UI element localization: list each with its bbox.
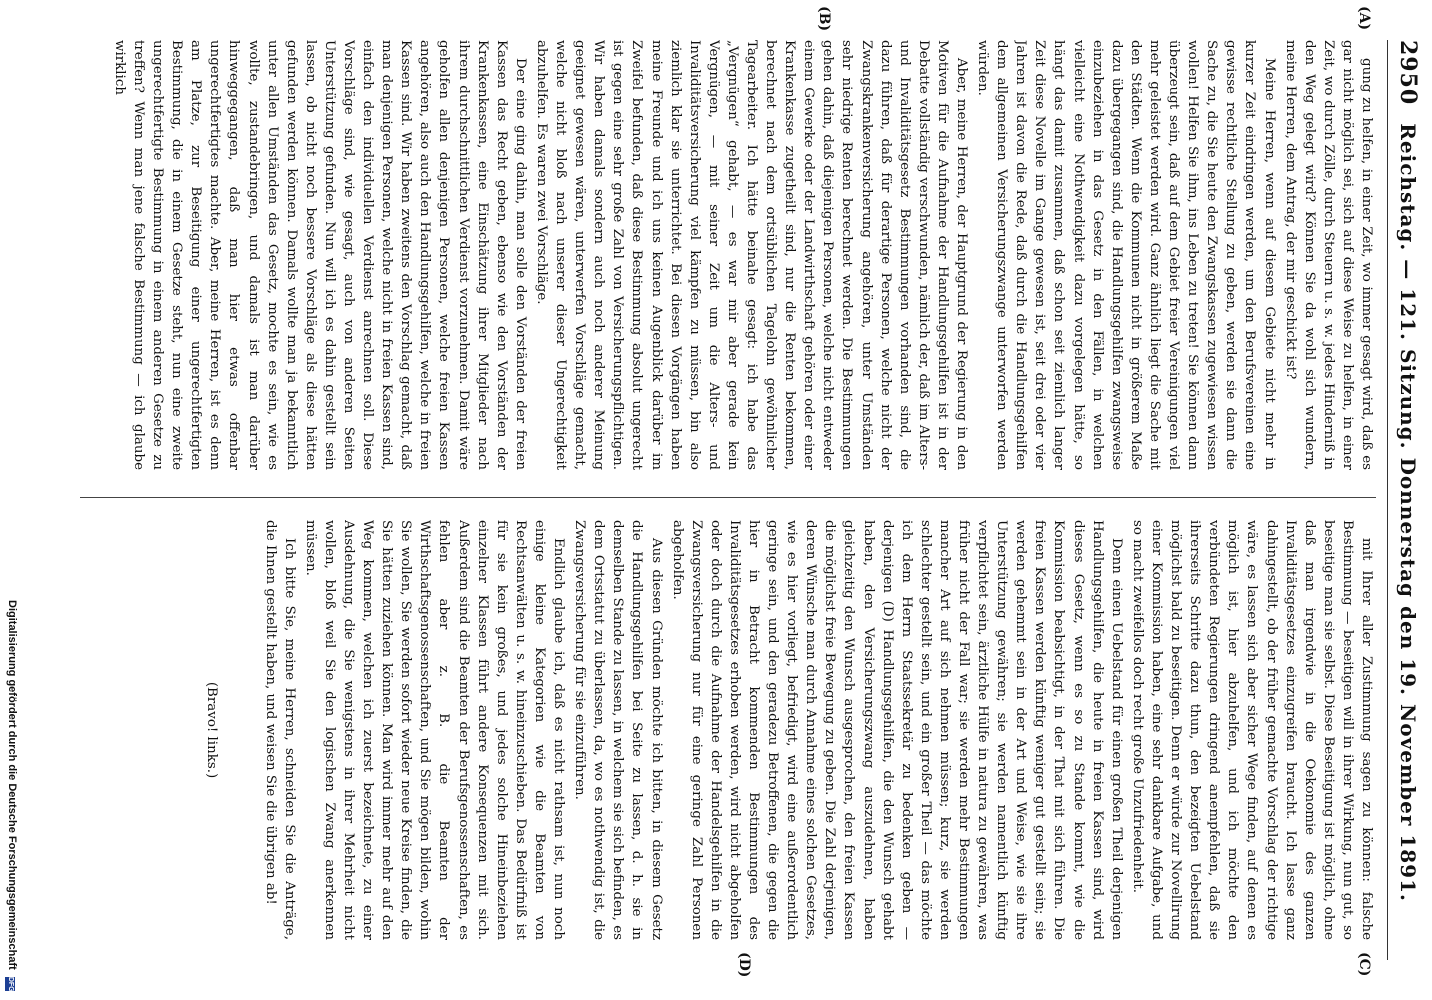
- side-credit-text: Digitalisierung gefördert durch die Deutsche Forschungsgemeinschaft: [6, 600, 18, 970]
- page-number: 2950: [1395, 40, 1421, 106]
- right-paragraph: Ich bitte Sie, meine Herren, schneiden Sie die Anträge, die Ihnen gestellt haben, und weisen Sie die übrigen ab!: [262, 520, 297, 940]
- left-paragraph: Aber, meine Herren, der Hauptgrund der Regierung in den Motiven für die Aufnahme der Handlungsgehilfen ist in der Debatte vollständig verschwunden, nämlich der, daß im Alters- und Invaliditätsgesetz Bestimmungen vorhanden sind, die dazu führen, daß für derartige Personen, welche nicht der Zwangskrankenversicherung angehören, unter Umständen sehr niedrige Renten berechnet werden. Die Bestimmungen gehen dahin, daß diejenigen Personen, welche nicht entweder einem Gewerke oder der Landwirthschaft gehören oder einer Krankenkasse zugetheilt sind, nur die Renten bekommen, berechnet nach dem ortsüblichen Tagelohn gewöhnlicher Tagearbeiter. Ich hätte beinahe gesagt: ich habe das „Vergnügen“ gehabt, — es war mir aber gerade kein Vergnügen, — mit seiner Zeit um die Alters- und Invaliditätsversicherung viel kämpfen zu müssen, bin also ziemlich klar sie unterrichtet. Bei diesen Vorgängen haben meine Freunde und ich uns keinen Augenblick darüber im Zweifel befunden, daß diese Bestimmung absolut ungerecht ist gegen eine sehr große Zahl von Versicherungspflichtigen. Wir haben damals sondern auch noch anderer Meinung geeignet gewesen wären, unterwerfen Vorschläge gemacht, welche nicht bloß nach unserer dieser Ungerechtigkeit abzuhelfen. Es waren zwei Vorschläge.: [533, 40, 970, 470]
- margin-mark-c: (C): [1356, 952, 1372, 977]
- left-paragraph: Meine Herren, wenn auf diesem Gebiete nicht mehr in kurzer Zeit eindringen werden, um den Berufsvereinen eine gewisse rechtliche Stellung zu geben, werden sie dann die Sache zu, die Sie heute den Zwangskassen zugewiesen wissen wollen! Helfen Sie ihm, ins Leben zu treten! Sie können dann überzeugt sein, daß auf dem Gebiet freier Vereinigungen viel mehr geleistet werden wird. Ganz ähnlich liegt die Sache mit den Städten. Wenn die Kommunen nicht in größerem Maße dazu übergegangen sind, die Handlungsgehilfen zwangsweise einzubeziehen in das Gesetz in den Fällen, in welchen vielleicht eine Nothwendigkeit dazu vorgelegen hätte, so hängt das damit zusammen, daß schon seit ziemlich langer Zeit diese Novelle im Gange gewesen ist, seit drei oder vier Jahren ist davon die Rede, daß durch die Handlungsgehilfen dem allgemeinen Versicherungszwange unterworfen werden würden.: [975, 40, 1277, 470]
- left-paragraph: gung zu helfen, in einer Zeit, wo immer gesagt wird, daß es gar nicht möglich sei, sich auf diese Weise zu helfen, in einer Zeit, wo durch Zölle, durch Steuern u. s. w. jedes Hinderniß in den Weg gelegt wird? Können Sie da wohl sich wundern, meine Herren, dem Antrag, der mir geschickt ist?: [1282, 40, 1374, 470]
- margin-mark-b: (B): [816, 6, 832, 32]
- page-header: [1387, 40, 1428, 960]
- left-paragraph: Der eine ging dahin, man solle den Vorständen der freien Kassen das Recht geben, ebenso wie den Vorständen der Krankenkassen, eine Einschätzung ihrer Mitglieder nach ihrem durchschnittlichen Verdienst vorzunehmen. Damit wäre geholfen allen denjenigen Personen, welche freien Kassen angehören, also auch den Handlungsgehilfen, welche in freien Kassen sind. Wir haben zweitens den Vorschlag gemacht, daß man denjenigen Personen, welche nicht in freien Kassen sind, einfach den individuellen Verdienst anrechnen soll. Diese Vorschläge sind, wie gesagt, auch von anderen Seiten Unterstützung gefunden. Nun will ich es dahin gestellt sein lassen, ob nicht noch bessere Vorschläge als diese hätten gefunden werden können. Damals wollte man ja bekanntlich unter allen Umständen das Gesetz, mochte es sein, wie es wollte, zustandebringen, und damals ist man darüber hinweggegangen, daß man hier etwas offenbar ungerechtfertigtes machte. Aber, meine Herren, ist es denn am Platze, zur Beseitigung einer ungerechtfertigten Bestimmung, die in einem Gesetze steht, nun eine zweite ungerechtfertigte Bestimmung in einem anderen Gesetze zu treffen? Wenn man jene falsche Bestimmung — ich glaube wirklich: [111, 40, 528, 470]
- right-column: [80, 520, 1376, 940]
- right-paragraph: Endlich glaube ich, daß es nicht rathsam ist, nun noch einige kleine Kategorien wie die Beamten von Rechtsanwälten u. s. w. hineinzuschieben. Das Bedürfniß ist für sie kein großes, und jedes solche Hineinbeziehen einzelner Klassen führt andere Konsequenzen mit sich. Außerdem sind die Beamten der Berufsgenossenschaften, es fehlen aber z. B. die Beamten der Wirthschaftsgenossenschaften, und Sie mögen bilden, wohin Sie wollen, Sie werden sofort wieder neue Kreise finden, die Sie hätten zuziehen können. Man wird immer mehr auf den Weg kommen, welchen ich zuerst bezeichnete, zu einer Ausdehnung, die Sie wenigstens in ihrer Mehrheit nicht wollen, bloß weil Sie den logischen Zwang anerkennen müssen.: [302, 520, 567, 940]
- closing-note: (Bravo! links.): [203, 681, 219, 779]
- page-title: Reichstag. — 121. Sitzung. Donnerstag den 19. November 1891.: [1396, 123, 1420, 902]
- left-column: [80, 40, 1376, 470]
- side-credit: [2, 600, 18, 1000]
- right-paragraph: Aus diesen Gründen möchte ich bitten, in diesem Gesetz die Handlungsgehilfen bei Seite zu lassen, d. h. sie in demselben Stande zu lassen, in welchem sie sich befinden, es dem Ortsstatut zu überlassen, da, wo es nothwendig ist, die Zwangsversicherung für sie einzuführen.: [572, 520, 664, 940]
- margin-mark-d: (D): [736, 952, 752, 978]
- margin-mark-a: (A): [1356, 6, 1372, 31]
- dfg-logo-icon: DFG: [7, 976, 14, 992]
- column-divider: [80, 497, 1376, 498]
- right-paragraph: Denn einen Uebelstand für einen großen Theil derjenigen Handlungsgehilfen, die heute in freien Kassen sind, wird dieses Gesetz, wenn es so zu Stande kommt, wie die Kommission beabsichtigt, in der That mit sich führen. Die freien Kassen werden künftig weniger gut gestellt sein; sie werden gehemmt sein in der Art und Weise, wie sie ihre Unterstützung gewähren; sie werden namentlich künftig verpflichtet sein, ärztliche Hülfe in natura zu gewähren, was früher nicht der Fall war; sie werden mehr Bestimmungen mancher Art auf sich nehmen müssen; kurz, sie werden schlechter gestellt sein, und ein großer Theil — das möchte ich dem Herrn Staatssekretär zu bedenken geben — derjenigen (D) Handlungsgehilfen, die den Wunsch gehabt haben, den Versicherungszwang auszudehnen, haben gleichzeitig den Wunsch ausgesprochen, den freien Kassen die möglichst freie Bewegung zu geben. Die Zahl derjenigen, deren Wünsche man durch Annahme eines solchen Gesetzes, wie es hier vorliegt, befriedigt, wird eine außerordentlich geringe sein, und den geradezu Betroffenen, die gegen die hier in Betracht kommenden Bestimmungen des Invaliditätsgesetzes erhoben werden, wird nicht abgeholfen oder doch durch die Aufnahme der Handelsgehilfen in die Zwangsversicherung nur für eine geringe Zahl Personen abgeholfen.: [669, 520, 1124, 940]
- right-paragraph: mit Ihrer aller Zustimmung sagen zu können: falsche Bestimmung — beseitigen will in ihrer Wirkung, nun gut, so beseitige man sie selbst. Diese Beseitigung ist möglich, ohne daß man irgendwie in die Oekonomie des ganzen Invaliditätsgesetzes einzugreifen braucht. Ich lasse ganz dahingestellt, ob der früher gemachte Vorschlag der richtige wäre, es lassen sich aber sicher Wege finden, auf denen es möglich ist, hier abzuhelfen, und ich möchte den verbündeten Regierungen dringend anempfehlen, daß sie ihrerseits Schritte dazu thun, den bezeigten Uebelstand möglichst bald zu beseitigen. Denn er würde zur Novellirung einer Kommission haben, eine sehr dankbare Aufgabe, und so macht zweifellos doch recht große Unzufriedenheit.: [1129, 520, 1374, 940]
